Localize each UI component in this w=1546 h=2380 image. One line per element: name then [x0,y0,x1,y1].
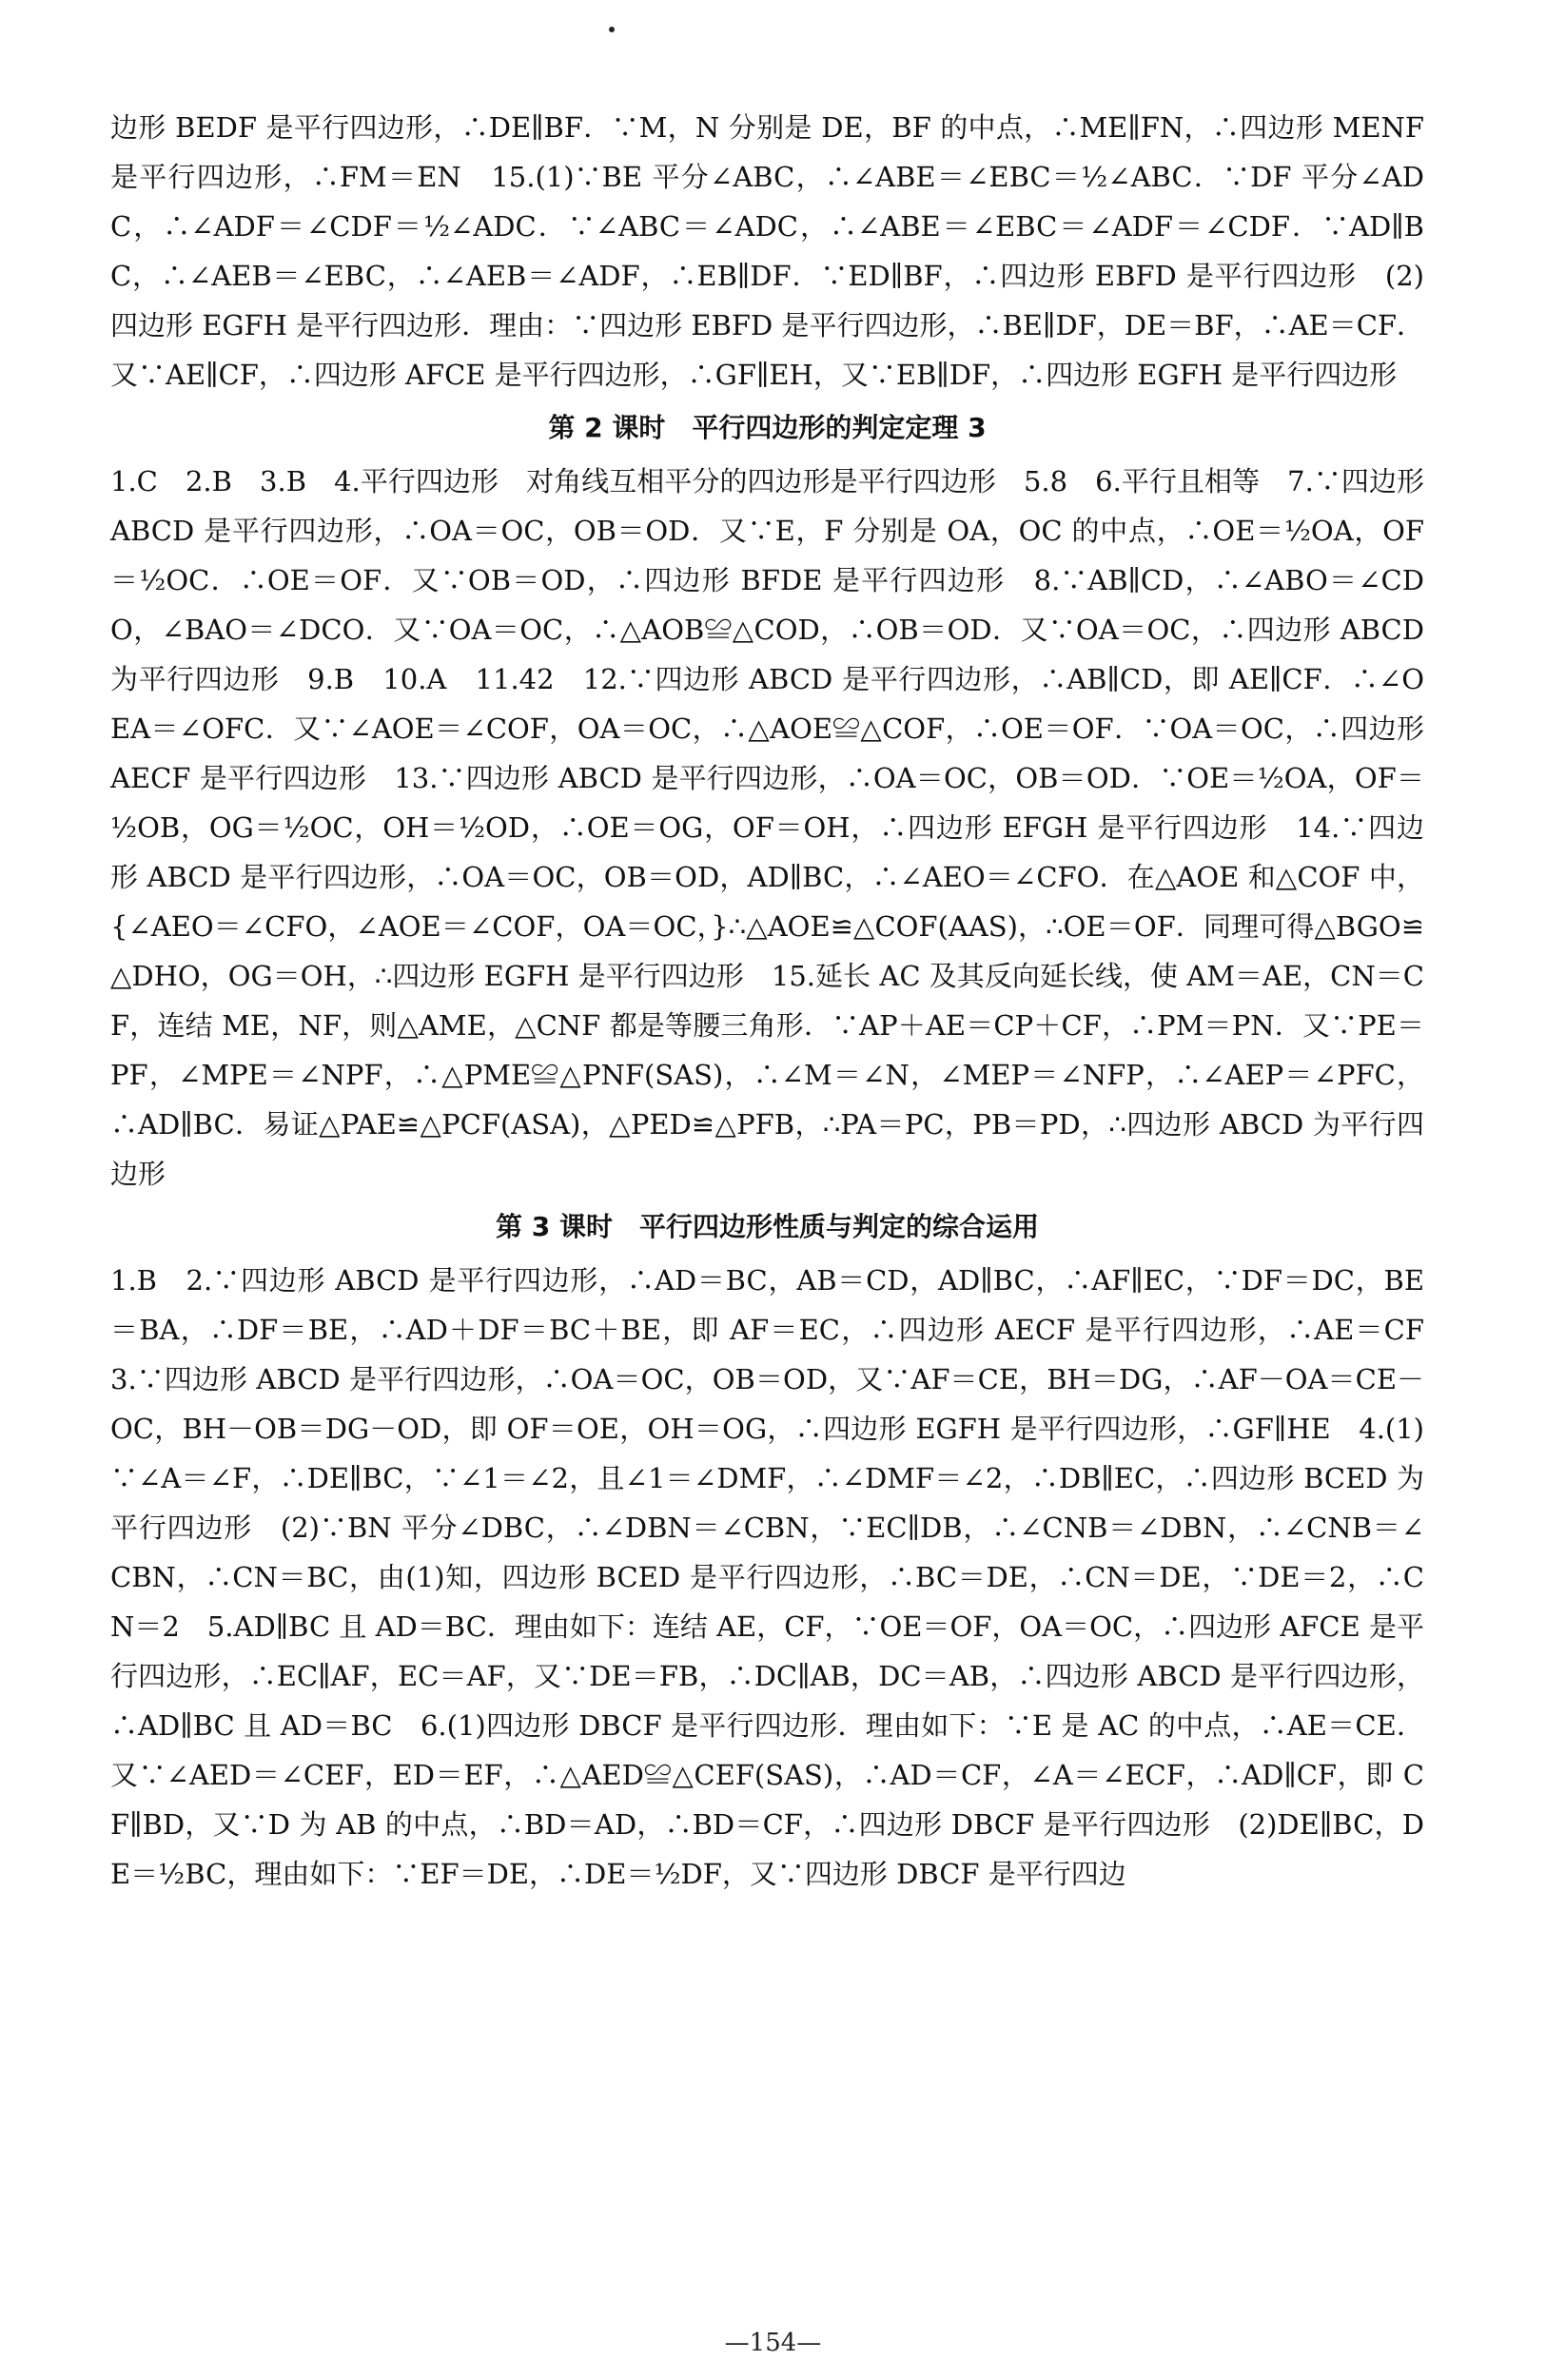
answer-paragraph: 边形 BEDF 是平行四边形，∴DE∥BF．∵M，N 分别是 DE，BF 的中点，∴ME∥FN，∴四边形 MENF 是平行四边形，∴FM＝EN 15.(1)∵BE 平分∠ABC，∴∠ABE＝∠EBC＝½∠ABC．∵DF 平分∠ADC，∴∠ADF＝∠CDF＝½∠ADC．∵∠ABC＝∠ADC，∴∠ABE＝∠EBC＝∠ADF＝∠CDF．∵AD∥BC，∴∠AEB＝∠EBC，∴∠AEB＝∠ADF，∴EB∥DF．∵ED∥BF，∴四边形 EBFD 是平行四边形 (2)四边形 EGFH 是平行四边形．理由：∵四边形 EBFD 是平行四边形，∴BE∥DF，DE＝BF，∴AE＝CF．又∵AE∥CF，∴四边形 AFCE 是平行四边形，∴GF∥EH，又∵EB∥DF，∴四边形 EGFH 是平行四边形 [110,111,1424,391]
section-heading: 第 2 课时 平行四边形的判定定理 3 [548,412,987,443]
section-heading: 第 3 课时 平行四边形性质与判定的综合运用 [496,1211,1039,1242]
answer-paragraph: 1.B 2.∵四边形 ABCD 是平行四边形，∴AD＝BC，AB＝CD，AD∥BC，∴AF∥EC，∵DF＝DC，BE＝BA，∴DF＝BE，∴AD＋DF＝BC＋BE，即 AF＝EC，∴四边形 AECF 是平行四边形，∴AE＝CF 3.∵四边形 ABCD 是平行四边形，∴OA＝OC，OB＝OD，又∵AF＝CE，BH＝DG，∴AF－OA＝CE－OC，BH－OB＝DG－OD，即 OF＝OE，OH＝OG，∴四边形 EGFH 是平行四边形，∴GF∥HE 4.(1)∵∠A＝∠F，∴DE∥BC，∵∠1＝∠2，且∠1＝∠DMF，∴∠DMF＝∠2，∴DB∥EC，∴四边形 BCED 为平行四边形 (2)∵BN 平分∠DBC，∴∠DBN＝∠CBN，∵EC∥DB，∴∠CNB＝∠DBN，∴∠CNB＝∠CBN，∴CN＝BC，由(1)知，四边形 BCED 是平行四边形，∴BC＝DE，∴CN＝DE，∵DE＝2，∴CN＝2 5.AD∥BC 且 AD＝BC．理由如下：连结 AE，CF，∵OE＝OF，OA＝OC，∴四边形 AFCE 是平行四边形，∴EC∥AF，EC＝AF，又∵DE＝FB，∴DC∥AB，DC＝AB，∴四边形 ABCD 是平行四边形，∴AD∥BC 且 AD＝BC 6.(1)四边形 DBCF 是平行四边形．理由如下：∵E 是 AC 的中点，∴AE＝CE．又∵∠AED＝∠CEF，ED＝EF，∴△AED≌△CEF(SAS)，∴AD＝CF，∠A＝∠ECF，∴AD∥CF，即 CF∥BD，又∵D 为 AB 的中点，∴BD＝AD，∴BD＝CF，∴四边形 DBCF 是平行四边形 (2)DE∥BC，DE＝½BC，理由如下：∵EF＝DE，∴DE＝½DF，又∵四边形 DBCF 是平行四边 [110,1264,1453,1890]
decorative-dot [609,27,615,32]
page-number: —154— [724,2329,822,2357]
answer-body [110,103,1453,1899]
answer-paragraph: 1.C 2.B 3.B 4.平行四边形 对角线互相平分的四边形是平行四边形 5.8 6.平行且相等 7.∵四边形 ABCD 是平行四边形，∴OA＝OC，OB＝OD．又∵E，F 分别是 OA，OC 的中点，∴OE＝½OA，OF＝½OC．∴OE＝OF．又∵OB＝OD，∴四边形 BFDE 是平行四边形 8.∵AB∥CD，∴∠ABO＝∠CDO，∠BAO＝∠DCO．又∵OA＝OC，∴△AOB≌△COD，∴OB＝OD．又∵OA＝OC，∴四边形 ABCD 为平行四边形 9.B 10.A 11.42 12.∵四边形 ABCD 是平行四边形，∴AB∥CD，即 AE∥CF．∴∠OEA＝∠OFC．又∵∠AOE＝∠COF，OA＝OC，∴△AOE≌△COF，∴OE＝OF．∵OA＝OC，∴四边形 AECF 是平行四边形 13.∵四边形 ABCD 是平行四边形，∴OA＝OC，OB＝OD．∵OE＝½OA，OF＝½OB，OG＝½OC，OH＝½OD，∴OE＝OG，OF＝OH，∴四边形 EFGH 是平行四边形 14.∵四边形 ABCD 是平行四边形，∴OA＝OC，OB＝OD，AD∥BC，∴∠AEO＝∠CFO．在△AOE 和△COF 中，{∠AEO＝∠CFO，∠AOE＝∠COF，OA＝OC，}∴△AOE≌△COF(AAS)，∴OE＝OF．同理可得△BGO≌△DHO，OG＝OH，∴四边形 EGFH 是平行四边形 15.延长 AC 及其反向延长线，使 AM＝AE，CN＝CF，连结 ME，NF，则△AME，△CNF 都是等腰三角形．∵AP＋AE＝CP＋CF，∴PM＝PN．又∵PE＝PF，∠MPE＝∠NPF，∴△PME≌△PNF(SAS)，∴∠M＝∠N，∠MEP＝∠NFP，∴∠AEP＝∠PFC，∴AD∥BC．易证△PAE≌△PCF(ASA)，△PED≌△PFB，∴PA＝PC，PB＝PD，∴四边形 ABCD 为平行四边形 [110,465,1424,1190]
